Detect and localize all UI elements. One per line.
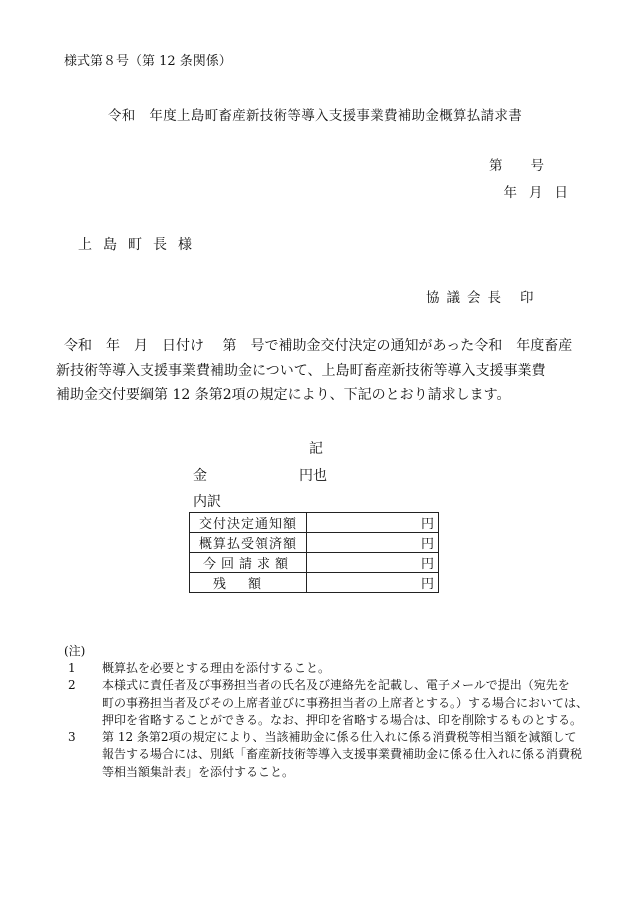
breakdown-table: [189, 512, 439, 593]
note-line: 本様式に責任者及び事務担当者の氏名及び連絡先を記載し、電子メールで提出（宛先を: [102, 678, 570, 693]
body-line: 補助金交付要綱第 12 条第2項の規定により、下記のとおり請求します。: [56, 387, 511, 403]
body-line: 令和 年 月 日付け 第 号で補助金交付決定の通知があった令和 年度畜産: [64, 338, 573, 354]
notes-list: [64, 660, 588, 781]
table-row: [190, 533, 439, 553]
row-label: 交付決定通知額: [190, 513, 307, 533]
note-line: 等相当額集計表」を添付すること。: [102, 764, 295, 779]
row-label: 今回請求額: [190, 553, 307, 573]
row-label: 概算払受領済額: [190, 533, 307, 553]
note-number: 2: [68, 678, 76, 693]
row-value: 円: [307, 533, 439, 553]
table-row: [190, 553, 439, 573]
breakdown-label: 内訳: [193, 494, 221, 510]
note-line: 第 12 条第2項の規定により、当該補助金に係る仕入れに係る消費税等相当額を減額して: [102, 730, 577, 745]
note-item: [64, 660, 588, 677]
record-heading: 記: [309, 441, 323, 457]
table-row: [190, 513, 439, 533]
note-item: [64, 677, 588, 729]
date-day: 日: [554, 185, 568, 201]
addressee: 上島町長様: [78, 237, 203, 253]
sender: [426, 286, 541, 306]
document-date: [504, 181, 569, 201]
form-number: 様式第８号（第 12 条関係）: [64, 54, 232, 69]
date-year: 年: [503, 185, 517, 201]
sender-organization: 協議会長: [426, 290, 508, 306]
document-title: 令和 年度上島町畜産新技術等導入支援事業費補助金概算払請求書: [108, 108, 522, 124]
amount-unit: 円也: [299, 468, 327, 484]
request-body: [56, 334, 572, 408]
table-row: [190, 573, 439, 593]
date-month: 月: [529, 185, 543, 201]
body-line: 新技術等導入支援事業費補助金について、上島町畜産新技術等導入支援事業費: [56, 362, 546, 379]
row-label: 残額: [190, 573, 307, 593]
note-number: 3: [68, 730, 76, 745]
note-line: 押印を省略することができる。なお、押印を省略する場合は、印を削除するものとする。: [102, 712, 583, 727]
document-number: [489, 154, 544, 174]
note-number: 1: [68, 661, 76, 675]
row-value: 円: [307, 553, 439, 573]
row-value: 円: [307, 513, 439, 533]
amount-label: 金: [193, 468, 207, 484]
note-line: 報告する場合には、別紙「畜産新技術等導入支援事業費補助金に係る仕入れに係る消費税: [102, 747, 583, 762]
note-line: 町の事務担当者及びその上席者並びに事務担当者の上席者とする。）する場合においては、: [102, 695, 589, 710]
document-number-prefix: 第: [489, 158, 503, 174]
seal-mark: 印: [520, 290, 541, 306]
document-number-suffix: 号: [530, 158, 544, 174]
amount-line: [193, 465, 327, 485]
note-line: 概算払を必要とする理由を添付すること。: [102, 661, 331, 675]
row-value: 円: [307, 573, 439, 593]
note-item: [64, 729, 588, 781]
notes-heading: (注): [64, 644, 86, 658]
